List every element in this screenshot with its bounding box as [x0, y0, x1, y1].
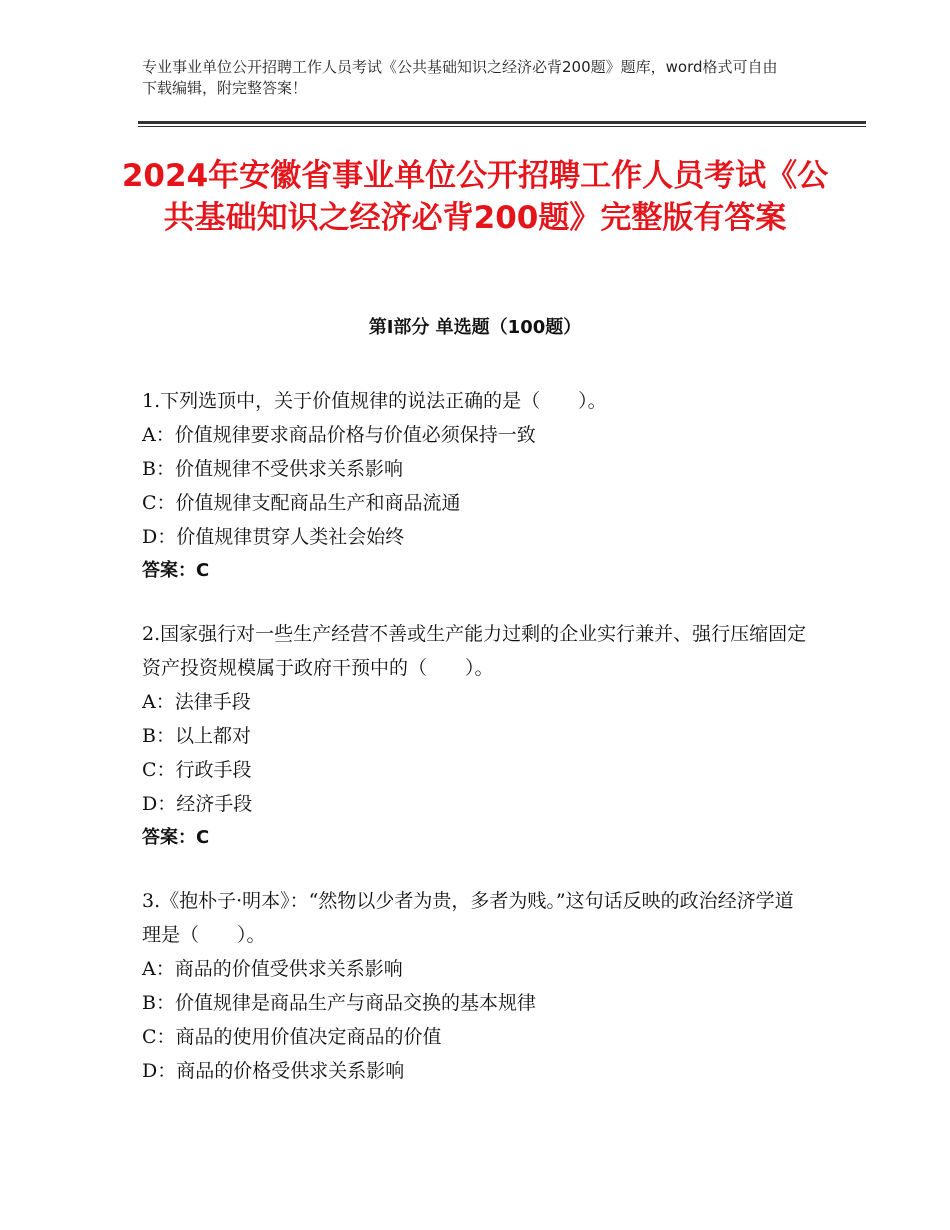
answer-label: 答案：C: [142, 827, 210, 848]
section-title: 第Ⅰ部分 单选题（100题）: [368, 317, 582, 338]
answer-label: 答案：C: [142, 560, 210, 581]
header-rule-thin: [138, 126, 866, 127]
question-3: [142, 884, 812, 1088]
option-c: C：行政手段: [142, 759, 252, 781]
option-b: B：价值规律不受供求关系影响: [142, 458, 403, 480]
option-b: B：以上都对: [142, 725, 251, 747]
question-stem: 2.国家强行对一些生产经营不善或生产能力过剩的企业实行兼并、强行压缩固定资产投资规模属于政府干预中的（ ）。: [142, 623, 807, 679]
option-c: C：商品的使用价值决定商品的价值: [142, 1026, 442, 1048]
question-stem: 1.下列选顶中，关于价值规律的说法正确的是（ ）。: [142, 390, 607, 412]
question-list: [142, 384, 812, 1117]
option-d: D：价值规律贯穿人类社会始终: [142, 526, 405, 548]
document-title: 2024年安徽省事业单位公开招聘工作人员考试《公共基础知识之经济必背200题》完整版有答案: [121, 158, 829, 236]
option-a: A：价值规律要求商品价格与价值必须保持一致: [142, 424, 536, 446]
option-b: B：价值规律是商品生产与商品交换的基本规律: [142, 992, 536, 1014]
question-1: [142, 384, 812, 588]
option-c: C：价值规律支配商品生产和商品流通: [142, 492, 461, 514]
option-d: D：商品的价格受供求关系影响: [142, 1060, 405, 1082]
question-stem: 3.《抱朴子·明本》：“然物以少者为贵，多者为贱。”这句话反映的政治经济学道理是（ ）。: [142, 890, 794, 946]
header-rule-thick: [138, 121, 866, 124]
header-note: 专业事业单位公开招聘工作人员考试《公共基础知识之经济必背200题》题库，word格式可自由下载编辑，附完整答案！: [142, 58, 778, 97]
question-2: [142, 617, 812, 855]
option-a: A：法律手段: [142, 691, 251, 713]
option-a: A：商品的价值受供求关系影响: [142, 958, 403, 980]
option-d: D：经济手段: [142, 793, 253, 815]
